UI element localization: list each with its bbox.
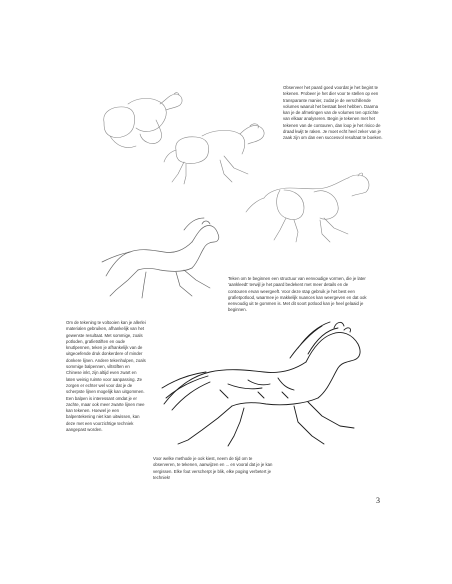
horse-construction-step-3 (244, 174, 376, 246)
page-number: 3 (376, 496, 380, 505)
materials-paragraph: Om de tekening te voltooien kan je allerlei materialen gebruiken, afhankelijk van het gewenste resultaat. Met sommige, zoals potloden, grafietstiften en oude knutlpennen, teken je afhankelijk van de uitgeoefende druk donkerdere of minder donkere lijnen. Andere tekenhulpen, zoals sommige balpennen, viltstiften en Chinese inkt, zijn altijd even zwart en laten weinig ruimte voor aanpassing. Ze zorgen er echter wel voor dat je de scherpste lijnen mogelijk kan uitgommen. Een balpen is interessant omdat je er zachte, maar ook meer zwarte lijnen mee kan tekenen. Hoewel je een balpentekening niet kan uitwissen, kan deze met een voorzichtige techniek aangepast worden. (66, 320, 146, 433)
horse-ink-final (158, 318, 368, 458)
closing-paragraph: Voor welke methode je ook kiest, neem de tijd om te observeren, te tekenen, aanwijzen en ... en vooral dat je je kan vergissen. Elke fout verscherpt je blik, elke poging verbetert je techniek! (153, 456, 273, 480)
intro-paragraph: Observeer het paard goed voordat je het begint te tekenen. Probeer je het dier voor te stellen op een transparante manier, zodat je de verschillende volumes waaruit het bestaat beet hebben. Daarna kan je de afmetingen van de volumes ten opzichte van elkaar analyseren. Begin je tekenen met het tekenen van de contouren, dan loop je het risico de draad kwijt te raken. Je moet echt heel zeker van je zaak zijn om dan een succesvol resultaat te boeken. (283, 85, 383, 141)
horse-outline-step-4 (100, 218, 222, 302)
structure-paragraph: Teken om te beginnen een structuur van eenvoudige vormen, die je later 'aankleedt' terwijl je het paard bedekent met meer details en de contouren ervan weergeeft. Voor deze stap gebruik je het best een grafietpotlood, waarmee je makkelijk nuances kan weergeven en dat ook eenvoudig uit te gommen is. Met dit soort potlood kan je heel gelaaid je beginnen. (228, 276, 367, 313)
